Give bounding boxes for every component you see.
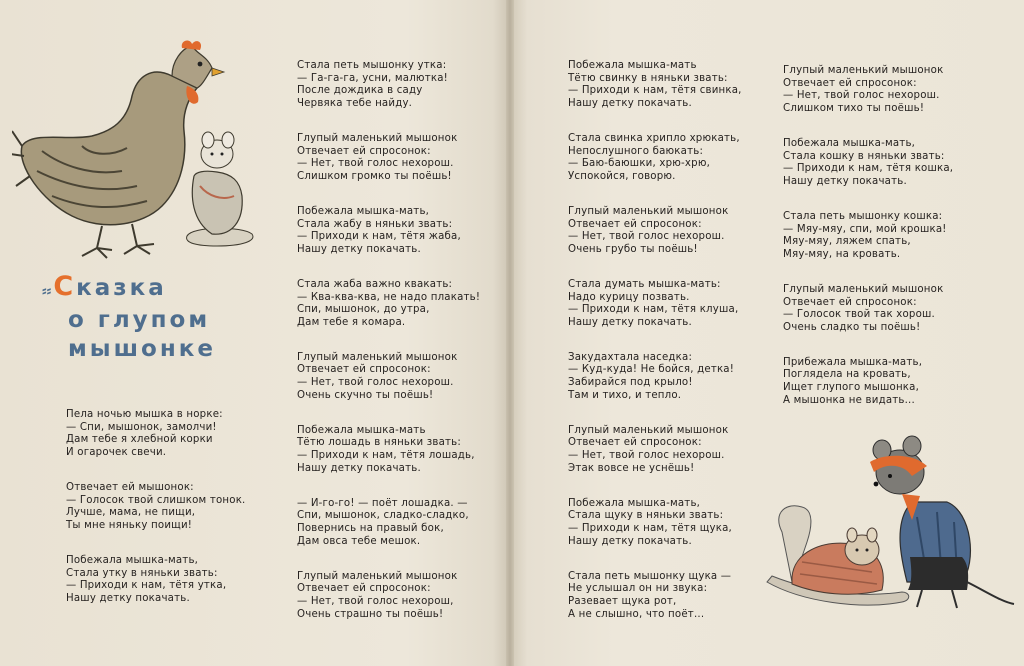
poem-line: Стала жабу в няньки звать:	[297, 218, 453, 230]
poem-line: — Ква-ква-ква, не надо плакать!	[297, 291, 481, 303]
stanza	[297, 352, 480, 402]
stanza	[783, 211, 953, 261]
stanza	[297, 206, 480, 256]
poem-line: Закудахтала наседка:	[568, 351, 693, 363]
poem-line: Нашу детку покачать.	[297, 462, 421, 474]
poem-line: Отвечает ей спросонок:	[568, 437, 702, 449]
poem-line: — Приходи к нам, тётя свинка,	[568, 85, 742, 97]
poem-line: Слишком тихо ты поёшь!	[783, 102, 925, 114]
poem-line: Глупый маленький мышонок	[568, 205, 729, 217]
stanza	[783, 65, 953, 115]
stanza	[568, 352, 742, 402]
cat-icon	[870, 436, 1014, 608]
cradle-icon	[767, 506, 909, 605]
mouse-in-cup-icon	[187, 132, 253, 246]
stanza	[297, 498, 480, 548]
poem-line: Отвечает ей спросонок:	[297, 364, 431, 376]
text-column-4	[783, 65, 953, 430]
cat-with-cradle-illustration	[762, 432, 1022, 622]
poem-line: Побежала мышка-мать,	[297, 205, 430, 217]
poem-line: Прибежала мышка-мать,	[783, 356, 923, 368]
title-initial: С	[53, 271, 77, 302]
poem-line: Побежала мышка-мать,	[66, 554, 199, 566]
stanza	[66, 555, 246, 605]
poem-line: Червяка тебе найду.	[297, 97, 413, 109]
poem-line: Отвечает ей спросонок:	[783, 77, 917, 89]
poem-line: Там и тихо, и тепло.	[568, 389, 682, 401]
poem-line: Забирайся под крыло!	[568, 377, 693, 389]
poem-line: Стала думать мышка-мать:	[568, 278, 721, 290]
poem-line: Тётю свинку в няньки звать:	[568, 72, 728, 84]
title-ornament: ⸗⸗	[42, 283, 52, 299]
text-column-3	[568, 60, 742, 644]
poem-line: Мяу-мяу, на кровать.	[783, 248, 901, 260]
poem-line: — Приходи к нам, тётя клуша,	[568, 304, 739, 316]
stanza	[568, 133, 742, 183]
hen-with-mouse-illustration	[12, 36, 267, 261]
poem-line: Поглядела на кровать,	[783, 369, 911, 381]
poem-line: Отвечает ей спросонок:	[297, 583, 431, 595]
poem-line: А мышонка не видать...	[783, 394, 915, 406]
poem-line: — Приходи к нам, тётя лошадь,	[297, 450, 475, 462]
poem-line: Стала свинка хрипло хрюкать,	[568, 132, 740, 144]
title-line-1: казка	[76, 275, 167, 301]
poem-line: Очень грубо ты поёшь!	[568, 243, 698, 255]
poem-line: Глупый маленький мышонок	[783, 283, 944, 295]
stanza	[568, 425, 742, 475]
poem-line: — Баю-баюшки, хрю-хрю,	[568, 158, 711, 170]
poem-line: Побежала мышка-мать	[297, 424, 426, 436]
poem-line: Непослушного баюкать:	[568, 145, 704, 157]
poem-line: Ты мне няньку поищи!	[66, 519, 193, 531]
poem-line: — Нет, твой голос нехорош.	[297, 158, 454, 170]
poem-line: Стала жаба важно квакать:	[297, 278, 453, 290]
poem-line: — Спи, мышонок, замолчи!	[66, 421, 217, 433]
poem-line: Отвечает ей спросонок:	[297, 145, 431, 157]
poem-line: Повернись на правый бок,	[297, 523, 444, 534]
poem-line: — Нет, твой голос нехорош.	[297, 377, 454, 389]
stanza	[297, 425, 480, 475]
poem-line: Не услышал он ни звука:	[568, 583, 708, 595]
poem-line: Глупый маленький мышонок	[297, 351, 458, 363]
stanza	[297, 571, 480, 621]
stanza	[66, 482, 246, 532]
poem-line: Стала петь мышонку кошка:	[783, 210, 943, 222]
poem-line: Очень сладко ты поёшь!	[783, 321, 921, 333]
stanza	[783, 284, 953, 334]
poem-line: Спи, мышонок, сладко-сладко,	[297, 510, 469, 522]
poem-line: Лучше, мама, не пищи,	[66, 507, 196, 519]
poem-line: Глупый маленький мышонок	[783, 65, 944, 76]
poem-line: Спи, мышонок, до утра,	[297, 304, 430, 316]
poem-line: — Нет, твой голос нехорош,	[297, 595, 454, 607]
poem-line: И огарочек свечи.	[66, 446, 167, 458]
poem-line: Нашу детку покачать.	[66, 592, 190, 604]
poem-line: Побежала мышка-мать,	[568, 497, 701, 509]
hen-icon	[12, 41, 224, 258]
poem-line: Пела ночью мышка в норке:	[66, 409, 223, 420]
poem-line: — Голосок твой так хорош.	[783, 309, 935, 321]
poem-line: Этак вовсе не уснёшь!	[568, 462, 695, 474]
poem-line: Побежала мышка-мать,	[783, 137, 916, 149]
poem-line: Разевает щука рот,	[568, 595, 677, 607]
poem-line: — Приходи к нам, тётя кошка,	[783, 163, 954, 175]
poem-line: Успокойся, говорю.	[568, 170, 676, 182]
stanza	[783, 138, 953, 188]
poem-line: После дождика в саду	[297, 85, 423, 97]
text-column-1	[66, 409, 246, 628]
poem-line: Нашу детку покачать.	[568, 97, 692, 109]
book-gutter	[506, 0, 514, 666]
stanza	[66, 409, 246, 459]
stanza	[568, 279, 742, 329]
poem-line: Надо курицу позвать.	[568, 291, 690, 303]
stanza	[568, 60, 742, 110]
poem-line: Отвечает ей мышонок:	[66, 481, 194, 493]
poem-line: Нашу детку покачать.	[568, 535, 692, 547]
poem-line: Очень страшно ты поёшь!	[297, 608, 444, 620]
poem-line: Глупый маленький мышонок	[297, 132, 458, 144]
poem-line: Стала утку в няньки звать:	[66, 567, 218, 579]
poem-line: — Га-га-га, усни, малютка!	[297, 72, 448, 84]
poem-line: А не слышно, что поёт...	[568, 608, 705, 620]
poem-line: — Нет, твой голос нехорош.	[783, 90, 940, 102]
stanza	[297, 60, 480, 110]
poem-line: Побежала мышка-мать	[568, 60, 697, 71]
poem-line: — И-го-го! — поёт лошадка. —	[297, 497, 468, 509]
poem-line: — Нет, твой голос нехорош.	[568, 450, 725, 462]
poem-line: Дам овса тебе мешок.	[297, 535, 421, 547]
poem-line: — Приходи к нам, тётя жаба,	[297, 231, 461, 243]
poem-line: Стала петь мышонку утка:	[297, 60, 447, 71]
stanza	[783, 357, 953, 407]
story-title	[42, 272, 262, 364]
poem-line: Стала петь мышонку щука —	[568, 570, 732, 582]
stanza	[568, 206, 742, 256]
poem-line: — Куд-куда! Не бойся, детка!	[568, 364, 735, 376]
poem-line: Дам тебе я комара.	[297, 316, 406, 328]
poem-line: — Приходи к нам, тётя щука,	[568, 523, 732, 534]
poem-line: — Голосок твой слишком тонок.	[66, 494, 246, 506]
poem-line: — Мяу-мяу, спи, мой крошка!	[783, 223, 947, 235]
title-row-1	[42, 272, 262, 306]
title-line-3: мышонке	[68, 336, 216, 362]
poem-line: Стала кошку в няньки звать:	[783, 150, 945, 162]
poem-line: Нашу детку покачать.	[568, 316, 692, 328]
poem-line: Нашу детку покачать.	[783, 175, 907, 187]
poem-line: — Нет, твой голос нехорош.	[568, 231, 725, 243]
poem-line: Глупый маленький мышонок	[568, 424, 729, 436]
stanza	[568, 498, 742, 548]
poem-line: Мяу-мяу, ляжем спать,	[783, 236, 911, 248]
poem-line: Слишком громко ты поёшь!	[297, 170, 452, 182]
poem-line: Отвечает ей спросонок:	[568, 218, 702, 230]
poem-line: Дам тебе я хлебной корки	[66, 434, 213, 446]
text-column-2	[297, 60, 480, 644]
poem-line: Стала щуку в няньки звать:	[568, 510, 724, 522]
title-line-2: о глупом	[68, 307, 211, 333]
poem-line: Ищет глупого мышонка,	[783, 382, 920, 394]
poem-line: Нашу детку покачать.	[297, 243, 421, 255]
stanza	[568, 571, 742, 621]
poem-line: Тётю лошадь в няньки звать:	[297, 437, 461, 449]
poem-line: Очень скучно ты поёшь!	[297, 389, 434, 401]
stanza	[297, 279, 480, 329]
poem-line: Отвечает ей спросонок:	[783, 296, 917, 308]
stanza	[297, 133, 480, 183]
poem-line: — Приходи к нам, тётя утка,	[66, 580, 227, 592]
poem-line: Глупый маленький мышонок	[297, 570, 458, 582]
